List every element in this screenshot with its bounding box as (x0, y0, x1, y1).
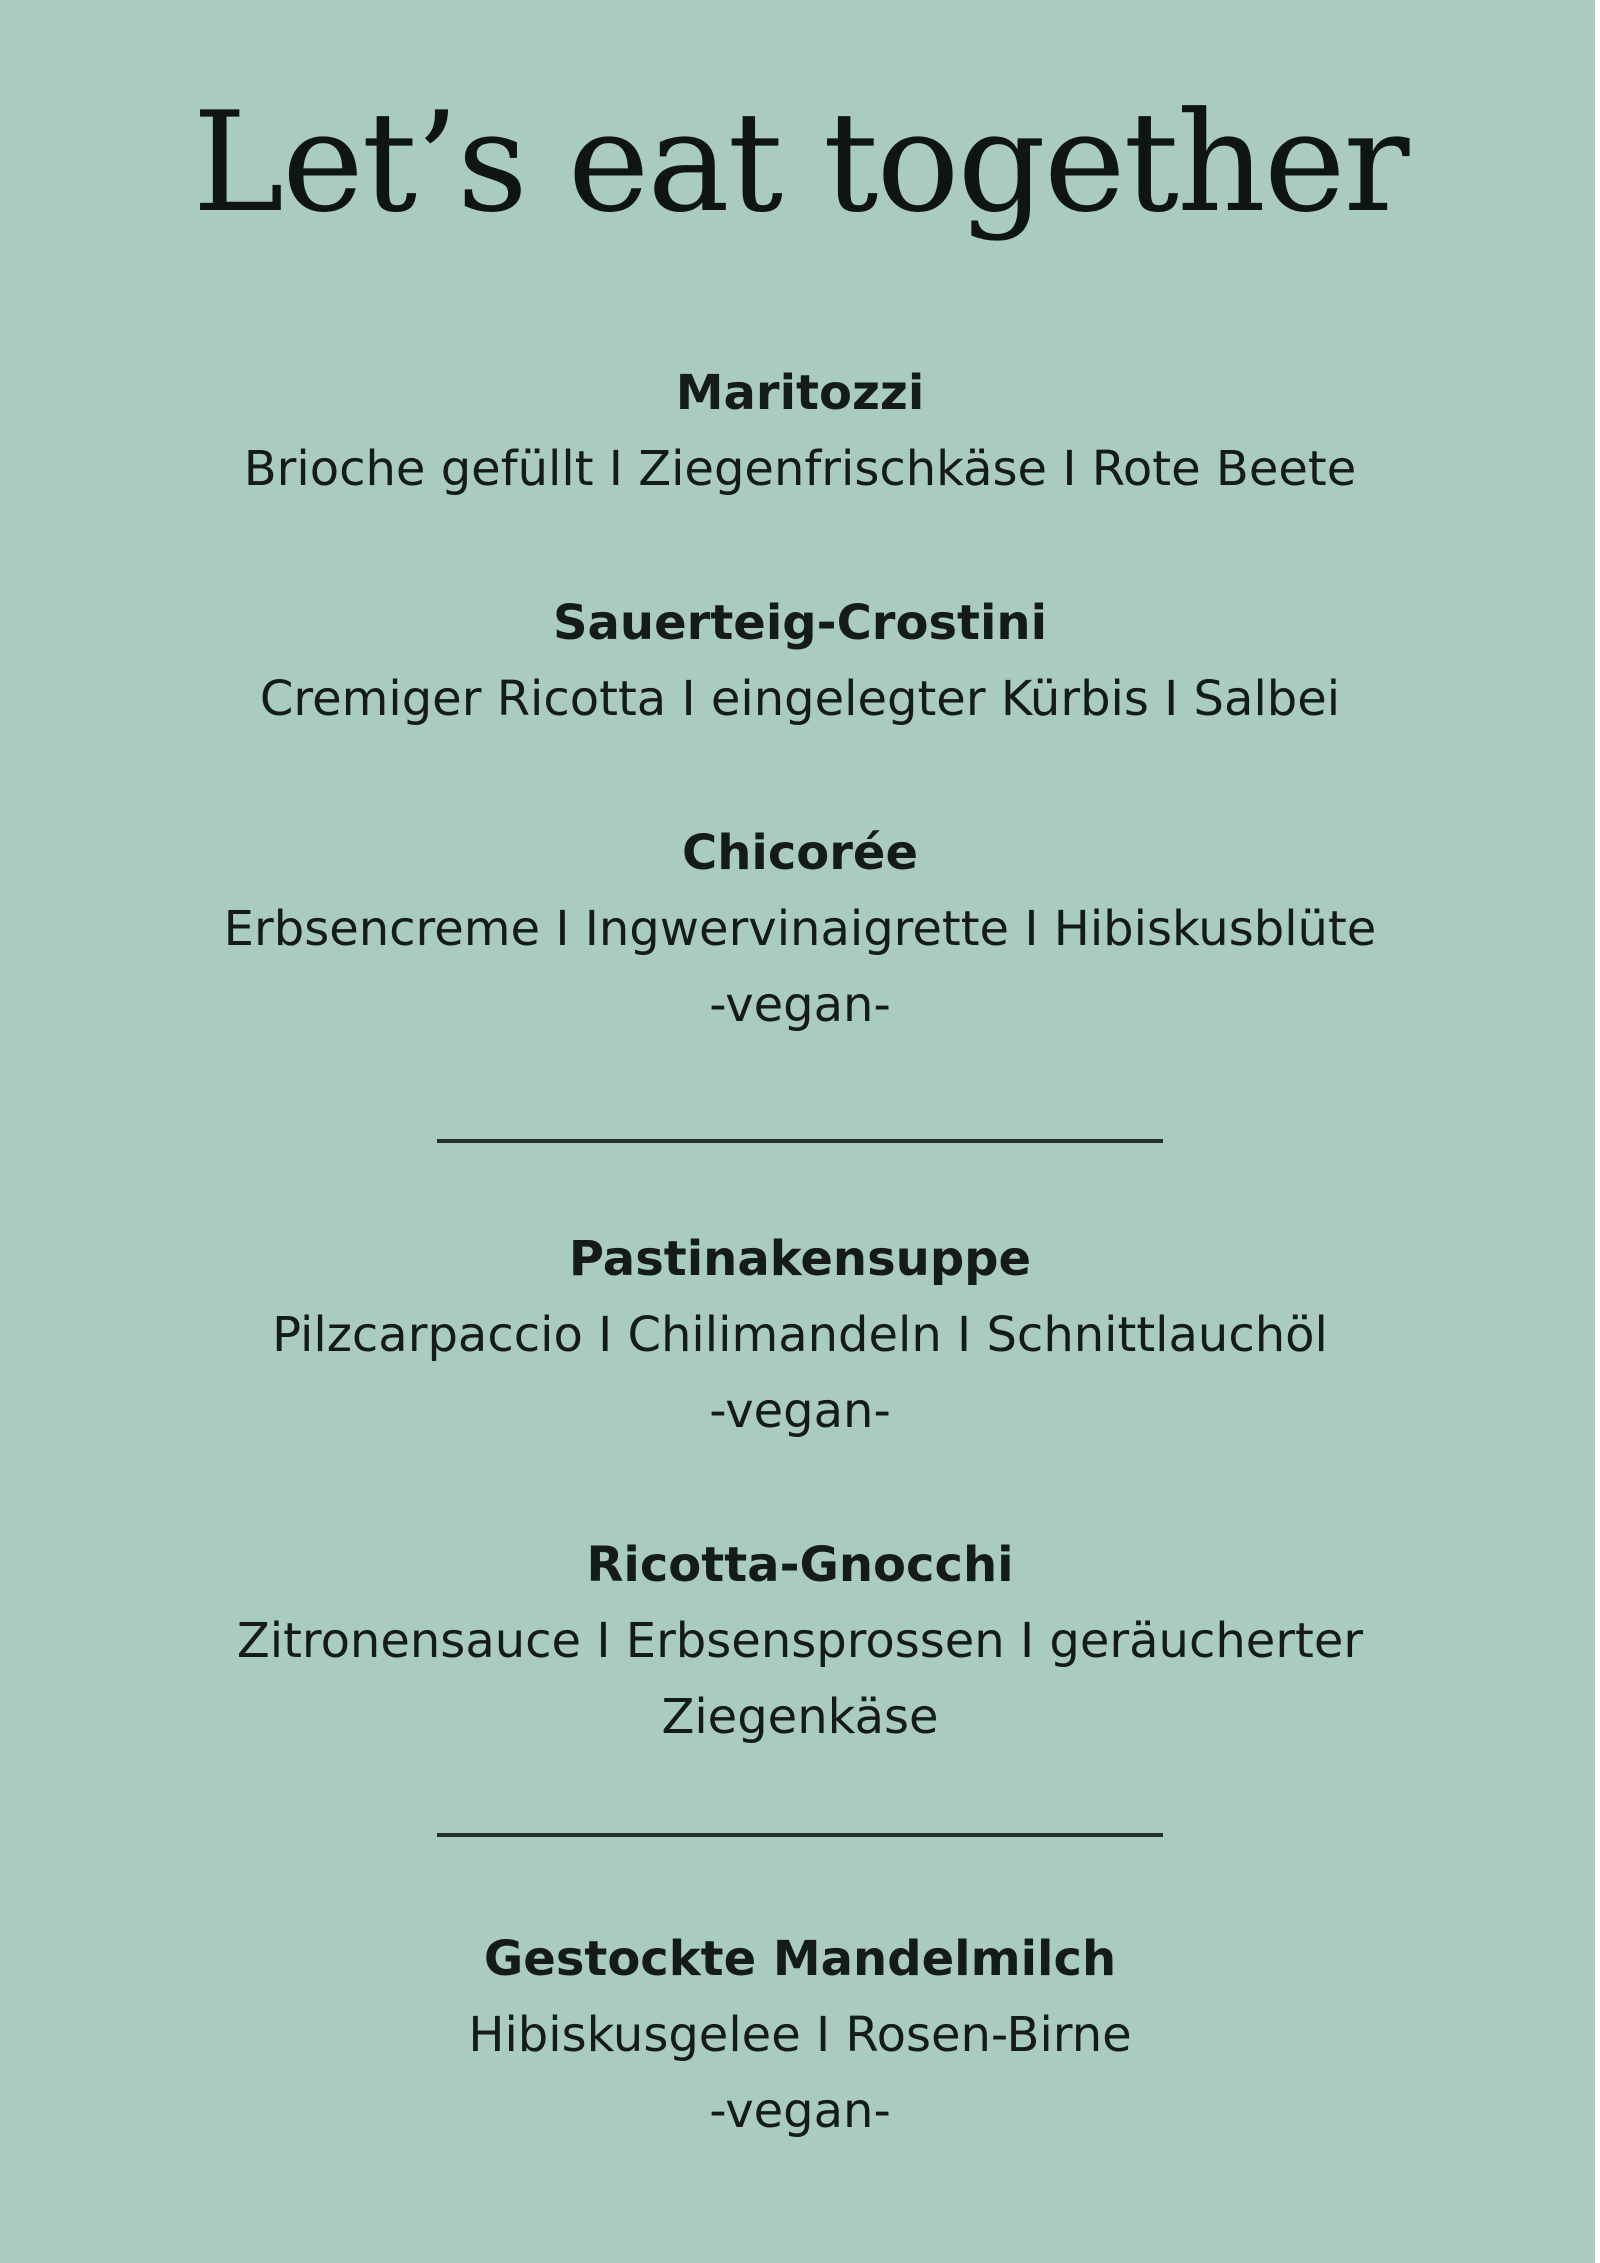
spacer (0, 1449, 1600, 1527)
menu-title: Let’s eat together (192, 82, 1408, 243)
spacer (0, 1143, 1600, 1221)
dish (0, 1221, 1600, 1449)
spacer (0, 737, 1600, 815)
dish-diet-note: -vegan- (709, 1383, 891, 1439)
dish-name: Maritozzi (675, 365, 925, 421)
dish-description: Brioche gefüllt I Ziegenfrischkäse I Rote Beete (243, 441, 1357, 497)
course-dessert (0, 1921, 1600, 2149)
course-starters (0, 355, 1600, 1043)
dish-description-line: Zitronensauce I Erbsensprossen I geräucherter (236, 1613, 1364, 1669)
dish (0, 1921, 1600, 2149)
dish-diet-note: -vegan- (709, 2083, 891, 2139)
dish-description: Cremiger Ricotta I eingelegter Kürbis I Salbei (259, 671, 1341, 727)
dish-description: Hibiskusgelee I Rosen-Birne (468, 2007, 1132, 2063)
dish-name: Sauerteig-Crostini (552, 595, 1048, 651)
dish (0, 815, 1600, 1043)
dish-name: Gestockte Mandelmilch (483, 1931, 1117, 1987)
menu-list (0, 355, 1600, 2149)
spacer (0, 507, 1600, 585)
dish (0, 355, 1600, 507)
course-mains (0, 1221, 1600, 1755)
dish-diet-note: -vegan- (709, 977, 891, 1033)
dish-name: Pastinakensuppe (568, 1231, 1032, 1287)
dish-name: Chicorée (681, 825, 919, 881)
spacer (0, 1043, 1600, 1139)
spacer (0, 1837, 1600, 1921)
dish-description-line: Ziegenkäse (661, 1689, 939, 1745)
dish-description: Pilzcarpaccio I Chilimandeln I Schnittlauchöl (272, 1307, 1328, 1363)
spacer (0, 1755, 1600, 1833)
dish (0, 585, 1600, 737)
dish-description: Erbsencreme I Ingwervinaigrette I Hibiskusblüte (223, 901, 1377, 957)
dish-name: Ricotta-Gnocchi (586, 1537, 1014, 1593)
dish (0, 1527, 1600, 1755)
